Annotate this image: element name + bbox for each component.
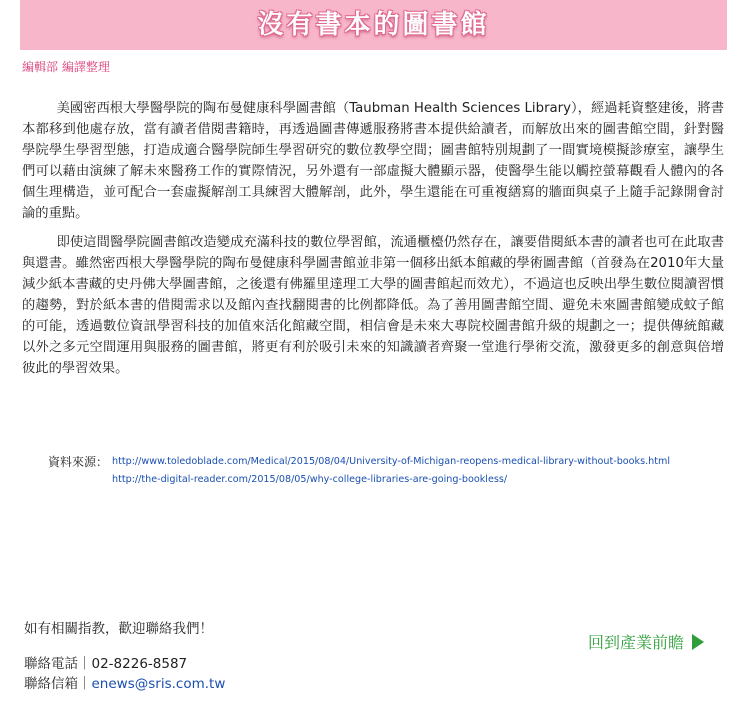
contact-info — [24, 654, 225, 694]
article-paragraph: 即使這間醫學院圖書館改造變成充滿科技的數位學習館，流通櫃檯仍然存在，讓要借閱紙本書的讀者也可在此取書與還書。雖然密西根大學醫學院的陶布曼健康科學圖書館並非第一個移出紙本館藏的學術圖書館（首發為在2010年大量減少紙本書藏的史丹佛大學圖書館，之後還有佛羅里達理工大學的圖書館起而效尤），不過這也反映出學生數位閱讀習慣的趨勢，對於紙本書的借閱需求以及館內查找翻閱書的比例都降低。為了善用圖書館空間、避免未來圖書館變成蚊子館的可能，透過數位資訊學習科技的加值來活化館藏空間，相信會是未來大專院校圖書館升級的規劃之一；提供傳統館藏以外之多元空間運用與服務的圖書館，將更有利於吸引未來的知識讀者齊聚一堂進行學術交流，激發更多的創意與倍增彼此的學習效果。 — [22, 235, 724, 376]
source-link[interactable]: http://www.toledoblade.com/Medical/2015/08/04/University-of-Michigan-reopens-medical-library-without-books.html — [112, 456, 670, 467]
article-body — [22, 98, 724, 387]
email-link[interactable]: enews@sris.com.tw — [91, 676, 226, 692]
byline: 編輯部 編譯整理 — [22, 60, 110, 74]
phone-label: 聯絡電話｜ — [24, 656, 92, 672]
email-label: 聯絡信箱｜ — [24, 676, 92, 692]
back-to-industry-link[interactable] — [588, 630, 704, 653]
article-paragraph: 美國密西根大學醫學院的陶布曼健康科學圖書館（Taubman Health Sciences Library），經過耗資整建後，將書本都移到他處存放，當有讀者借閱書籍時，再透過圖書傳遞服務將書本提供給讀者，而解放出來的圖書館空間，針對醫學院學生學習型態，打造成適合醫學院師生學習研究的數位教學空間；圖書館特別規劃了一間實境模擬診療室，讓學生們可以藉由演練了解未來醫務工作的實際情況，另外還有一部虛擬大體顯示器，使醫學生能以觸控螢幕觀看人體內的各個生理構造，並可配合一套虛擬解剖工具練習大體解剖，此外，學生還能在可重複繕寫的牆面與桌子上隨手記錄開會討論的重點。 — [22, 101, 724, 221]
source-link[interactable]: http://the-digital-reader.com/2015/08/05/why-college-libraries-are-going-bookless/ — [112, 474, 508, 485]
play-arrow-icon — [692, 634, 704, 650]
contact-intro: 如有相關指教，歡迎聯絡我們！ — [24, 621, 213, 637]
sources-section — [48, 453, 670, 489]
back-link-label: 回到產業前瞻 — [588, 633, 685, 652]
sources-label: 資料來源： — [48, 455, 109, 469]
page-title: 沒有書本的圖書館 — [257, 10, 490, 40]
phone-row — [24, 654, 225, 674]
email-row — [24, 674, 225, 694]
phone-number: 02-8226-8587 — [91, 656, 188, 672]
title-banner — [20, 0, 727, 50]
